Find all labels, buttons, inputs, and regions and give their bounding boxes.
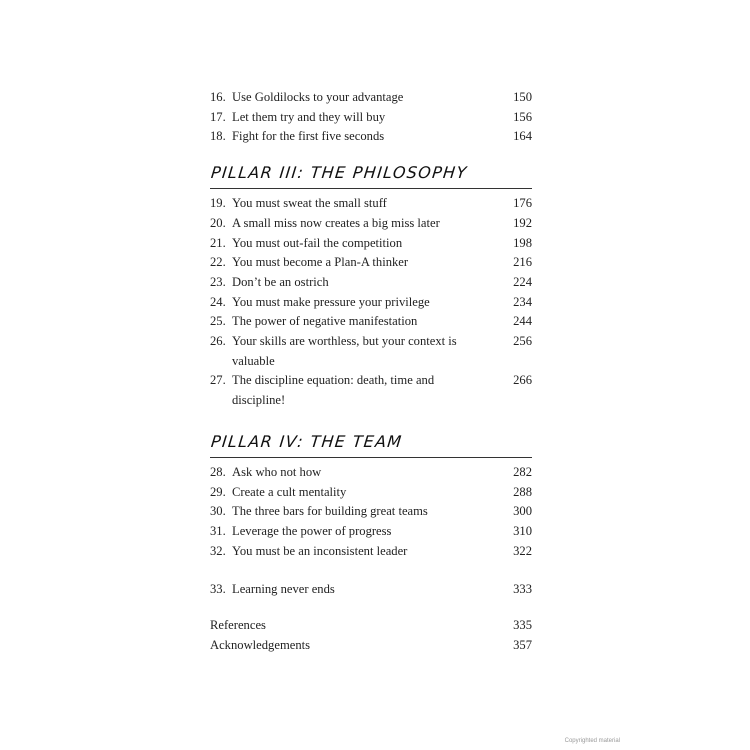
- toc-entry: [210, 214, 532, 234]
- entry-number: 20.: [210, 215, 226, 230]
- entry-page: 282: [513, 464, 532, 479]
- entry-page: 176: [513, 196, 532, 211]
- entry-page: 198: [513, 235, 532, 250]
- entry-number: 32.: [210, 543, 226, 558]
- toc-entry: [210, 502, 532, 522]
- toc-backmatter-entry: [210, 636, 532, 656]
- toc-entry: [210, 312, 532, 332]
- entry-page: 224: [513, 274, 532, 289]
- entry-page: 192: [513, 215, 532, 230]
- entry-number: 26.: [210, 334, 226, 349]
- entry-page: 322: [513, 543, 532, 558]
- entry-title: You must become a Plan-A thinker: [232, 255, 409, 270]
- entry-title: Don’t be an ostrich: [232, 274, 329, 289]
- entry-title: Use Goldilocks to your advantage: [232, 90, 404, 104]
- entry-title: You must sweat the small stuff: [232, 196, 387, 211]
- toc-entry: [210, 253, 532, 273]
- backmatter-title: Acknowledgements: [210, 637, 311, 652]
- entry-title: Your skills are worthless, but your context is valuable: [232, 334, 457, 368]
- entry-number: 29.: [210, 484, 226, 499]
- entry-title: Leverage the power of progress: [232, 523, 392, 538]
- entry-number: 31.: [210, 523, 226, 538]
- entry-title: You must be an inconsistent leader: [232, 543, 408, 558]
- entry-page: 150: [513, 90, 532, 104]
- entry-page: 333: [513, 582, 532, 597]
- entry-page: 164: [513, 129, 532, 144]
- toc-entry: [210, 88, 532, 108]
- entry-title: Create a cult mentality: [232, 484, 347, 499]
- entry-page: 156: [513, 109, 532, 124]
- entry-page: 234: [513, 294, 532, 309]
- backmatter-page: 357: [513, 637, 532, 652]
- entry-number: 23.: [210, 274, 226, 289]
- entry-page: 288: [513, 484, 532, 499]
- toc-entry: [210, 108, 532, 128]
- table-of-contents: [210, 88, 532, 655]
- toc-entry: [210, 483, 532, 503]
- entry-page: 256: [513, 334, 532, 349]
- entry-title: Fight for the first five seconds: [232, 129, 385, 144]
- toc-entry: [210, 127, 532, 147]
- section-rule: [210, 188, 532, 189]
- entry-page: 244: [513, 314, 532, 329]
- entry-page: 216: [513, 255, 532, 270]
- toc-entry: [210, 194, 532, 214]
- entry-number: 16.: [210, 90, 226, 104]
- entry-number: 28.: [210, 464, 226, 479]
- backmatter-page: 335: [513, 618, 532, 633]
- entry-title: Ask who not how: [232, 464, 322, 479]
- entry-number: 27.: [210, 373, 226, 388]
- toc-entry: [210, 522, 532, 542]
- entry-page: 300: [513, 504, 532, 519]
- entry-page: 266: [513, 373, 532, 388]
- entry-number: 33.: [210, 582, 226, 597]
- entry-title: You must out-fail the competition: [232, 235, 403, 250]
- copyright-watermark: Copyrighted material: [564, 738, 620, 744]
- entry-title: The three bars for building great teams: [232, 504, 428, 519]
- toc-entry: [210, 542, 532, 562]
- entry-page: 310: [513, 523, 532, 538]
- toc-entry: [210, 580, 532, 600]
- section-heading-pillar-3: PILLAR III: THE PHILOSOPHY: [210, 163, 469, 183]
- toc-entry: [210, 234, 532, 254]
- toc-backmatter-entry: [210, 616, 532, 636]
- toc-entry: [210, 273, 532, 293]
- toc-entry: [210, 371, 532, 410]
- entry-title: Let them try and they will buy: [232, 109, 386, 124]
- entry-title: The discipline equation: death, time and discipline!: [232, 373, 435, 408]
- entry-number: 25.: [210, 314, 226, 329]
- entry-number: 17.: [210, 109, 226, 124]
- toc-entry: [210, 293, 532, 313]
- entry-title: You must make pressure your privilege: [232, 294, 430, 309]
- toc-entry: [210, 463, 532, 483]
- backmatter-title: References: [210, 618, 266, 633]
- section-heading-pillar-4: PILLAR IV: THE TEAM: [210, 431, 404, 451]
- entry-number: 21.: [210, 235, 226, 250]
- entry-number: 22.: [210, 255, 226, 270]
- entry-number: 24.: [210, 294, 226, 309]
- entry-title: Learning never ends: [232, 582, 335, 597]
- entry-number: 18.: [210, 129, 226, 144]
- entry-title: A small miss now creates a big miss later: [232, 215, 440, 230]
- entry-title: The power of negative manifestation: [232, 314, 418, 329]
- entry-number: 30.: [210, 504, 226, 519]
- entry-number: 19.: [210, 196, 226, 211]
- section-rule: [210, 457, 532, 458]
- toc-entry: [210, 332, 532, 371]
